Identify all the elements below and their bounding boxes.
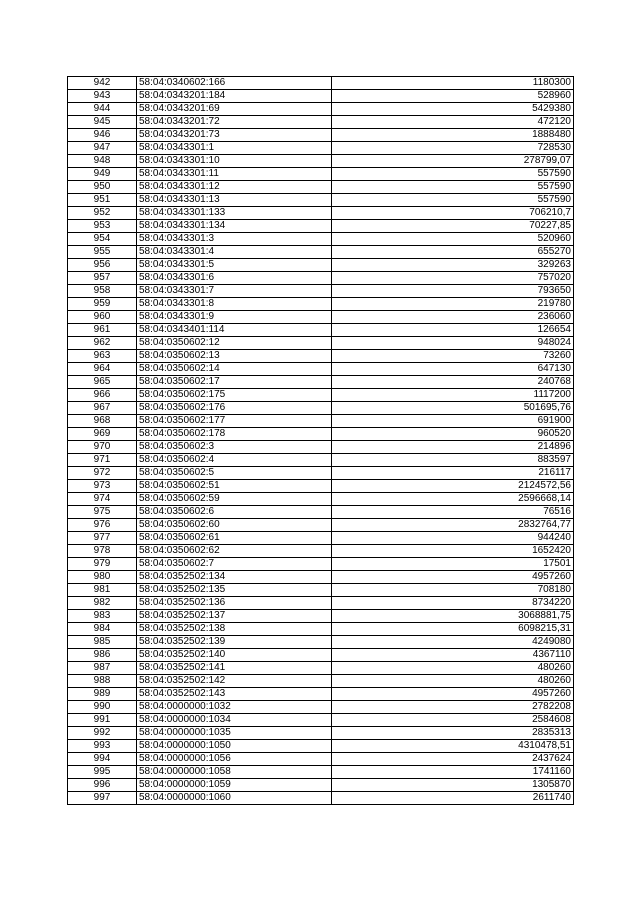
row-number-cell: 968 xyxy=(68,415,137,428)
row-number-cell: 993 xyxy=(68,740,137,753)
cadastral-number-cell: 58:04:0343201:72 xyxy=(137,116,332,129)
row-number-cell: 983 xyxy=(68,610,137,623)
table-row xyxy=(68,545,574,558)
row-number-cell: 976 xyxy=(68,519,137,532)
cadastral-number-cell: 58:04:0352502:135 xyxy=(137,584,332,597)
value-cell: 216117 xyxy=(332,467,574,480)
value-cell: 480260 xyxy=(332,675,574,688)
cadastral-number-cell: 58:04:0000000:1034 xyxy=(137,714,332,727)
cadastral-number-cell: 58:04:0352502:140 xyxy=(137,649,332,662)
value-cell: 472120 xyxy=(332,116,574,129)
value-cell: 1117200 xyxy=(332,389,574,402)
value-cell: 948024 xyxy=(332,337,574,350)
table-row xyxy=(68,168,574,181)
cadastral-number-cell: 58:04:0343301:5 xyxy=(137,259,332,272)
row-number-cell: 951 xyxy=(68,194,137,207)
value-cell: 278799,07 xyxy=(332,155,574,168)
cadastral-number-cell: 58:04:0000000:1050 xyxy=(137,740,332,753)
value-cell: 2437624 xyxy=(332,753,574,766)
row-number-cell: 992 xyxy=(68,727,137,740)
table-row xyxy=(68,779,574,792)
table-row xyxy=(68,740,574,753)
table-row xyxy=(68,727,574,740)
value-cell: 17501 xyxy=(332,558,574,571)
row-number-cell: 963 xyxy=(68,350,137,363)
value-cell: 4367110 xyxy=(332,649,574,662)
row-number-cell: 945 xyxy=(68,116,137,129)
cadastral-number-cell: 58:04:0343301:10 xyxy=(137,155,332,168)
value-cell: 2596668,14 xyxy=(332,493,574,506)
table-row xyxy=(68,467,574,480)
row-number-cell: 978 xyxy=(68,545,137,558)
cadastral-number-cell: 58:04:0000000:1032 xyxy=(137,701,332,714)
row-number-cell: 975 xyxy=(68,506,137,519)
value-cell: 4957260 xyxy=(332,571,574,584)
cadastral-number-cell: 58:04:0350602:4 xyxy=(137,454,332,467)
cadastral-number-cell: 58:04:0343301:12 xyxy=(137,181,332,194)
value-cell: 4957260 xyxy=(332,688,574,701)
row-number-cell: 973 xyxy=(68,480,137,493)
table-row xyxy=(68,753,574,766)
value-cell: 219780 xyxy=(332,298,574,311)
cadastral-number-cell: 58:04:0350602:59 xyxy=(137,493,332,506)
table-row xyxy=(68,207,574,220)
value-cell: 236060 xyxy=(332,311,574,324)
value-cell: 944240 xyxy=(332,532,574,545)
table-row xyxy=(68,519,574,532)
table-row xyxy=(68,402,574,415)
row-number-cell: 958 xyxy=(68,285,137,298)
table-row xyxy=(68,454,574,467)
value-cell: 70227,85 xyxy=(332,220,574,233)
cadastral-number-cell: 58:04:0343301:13 xyxy=(137,194,332,207)
value-cell: 329263 xyxy=(332,259,574,272)
table-row xyxy=(68,441,574,454)
value-cell: 214896 xyxy=(332,441,574,454)
table-row xyxy=(68,688,574,701)
cadastral-number-cell: 58:04:0352502:141 xyxy=(137,662,332,675)
value-cell: 691900 xyxy=(332,415,574,428)
cadastral-number-cell: 58:04:0343401:114 xyxy=(137,324,332,337)
row-number-cell: 965 xyxy=(68,376,137,389)
table-row xyxy=(68,506,574,519)
table-row xyxy=(68,129,574,142)
value-cell: 3068881,75 xyxy=(332,610,574,623)
table-row xyxy=(68,246,574,259)
table-row xyxy=(68,142,574,155)
row-number-cell: 947 xyxy=(68,142,137,155)
value-cell: 1652420 xyxy=(332,545,574,558)
table-row xyxy=(68,285,574,298)
table-row xyxy=(68,350,574,363)
table-row xyxy=(68,623,574,636)
value-cell: 520960 xyxy=(332,233,574,246)
cadastral-number-cell: 58:04:0343301:1 xyxy=(137,142,332,155)
value-cell: 655270 xyxy=(332,246,574,259)
value-cell: 2124572,56 xyxy=(332,480,574,493)
cadastral-number-cell: 58:04:0350602:178 xyxy=(137,428,332,441)
cadastral-number-cell: 58:04:0350602:175 xyxy=(137,389,332,402)
table-row xyxy=(68,77,574,90)
value-cell: 647130 xyxy=(332,363,574,376)
cadastral-number-cell: 58:04:0343301:3 xyxy=(137,233,332,246)
cadastral-number-cell: 58:04:0352502:137 xyxy=(137,610,332,623)
table-body xyxy=(68,77,574,805)
row-number-cell: 962 xyxy=(68,337,137,350)
value-cell: 76516 xyxy=(332,506,574,519)
value-cell: 240768 xyxy=(332,376,574,389)
table-row xyxy=(68,480,574,493)
value-cell: 960520 xyxy=(332,428,574,441)
table-row xyxy=(68,701,574,714)
row-number-cell: 953 xyxy=(68,220,137,233)
value-cell: 2584608 xyxy=(332,714,574,727)
cadastral-number-cell: 58:04:0350602:12 xyxy=(137,337,332,350)
table-row xyxy=(68,558,574,571)
row-number-cell: 967 xyxy=(68,402,137,415)
cadastral-number-cell: 58:04:0350602:13 xyxy=(137,350,332,363)
value-cell: 8734220 xyxy=(332,597,574,610)
row-number-cell: 949 xyxy=(68,168,137,181)
cadastral-number-cell: 58:04:0343301:8 xyxy=(137,298,332,311)
row-number-cell: 982 xyxy=(68,597,137,610)
cadastral-number-cell: 58:04:0000000:1059 xyxy=(137,779,332,792)
row-number-cell: 959 xyxy=(68,298,137,311)
row-number-cell: 943 xyxy=(68,90,137,103)
row-number-cell: 960 xyxy=(68,311,137,324)
value-cell: 793650 xyxy=(332,285,574,298)
table-row xyxy=(68,662,574,675)
table-row xyxy=(68,311,574,324)
cadastral-number-cell: 58:04:0350602:6 xyxy=(137,506,332,519)
table-row xyxy=(68,493,574,506)
row-number-cell: 950 xyxy=(68,181,137,194)
table-row xyxy=(68,194,574,207)
row-number-cell: 994 xyxy=(68,753,137,766)
table-row xyxy=(68,376,574,389)
value-cell: 557590 xyxy=(332,194,574,207)
cadastral-number-cell: 58:04:0343301:4 xyxy=(137,246,332,259)
row-number-cell: 964 xyxy=(68,363,137,376)
table-row xyxy=(68,181,574,194)
table-row xyxy=(68,272,574,285)
table-row xyxy=(68,155,574,168)
cadastral-number-cell: 58:04:0350602:17 xyxy=(137,376,332,389)
cadastral-number-cell: 58:04:0000000:1060 xyxy=(137,792,332,805)
cadastral-number-cell: 58:04:0350602:176 xyxy=(137,402,332,415)
value-cell: 5429380 xyxy=(332,103,574,116)
row-number-cell: 996 xyxy=(68,779,137,792)
table-row xyxy=(68,571,574,584)
row-number-cell: 948 xyxy=(68,155,137,168)
cadastral-number-cell: 58:04:0350602:14 xyxy=(137,363,332,376)
table-row xyxy=(68,597,574,610)
cadastral-number-cell: 58:04:0343301:6 xyxy=(137,272,332,285)
row-number-cell: 956 xyxy=(68,259,137,272)
value-cell: 2782208 xyxy=(332,701,574,714)
row-number-cell: 981 xyxy=(68,584,137,597)
cadastral-number-cell: 58:04:0343201:73 xyxy=(137,129,332,142)
table-row xyxy=(68,220,574,233)
value-cell: 480260 xyxy=(332,662,574,675)
row-number-cell: 957 xyxy=(68,272,137,285)
row-number-cell: 966 xyxy=(68,389,137,402)
table-row xyxy=(68,532,574,545)
cadastral-number-cell: 58:04:0350602:61 xyxy=(137,532,332,545)
cadastral-number-cell: 58:04:0350602:3 xyxy=(137,441,332,454)
row-number-cell: 986 xyxy=(68,649,137,662)
value-cell: 501695,76 xyxy=(332,402,574,415)
row-number-cell: 946 xyxy=(68,129,137,142)
row-number-cell: 979 xyxy=(68,558,137,571)
row-number-cell: 977 xyxy=(68,532,137,545)
row-number-cell: 944 xyxy=(68,103,137,116)
table-row xyxy=(68,337,574,350)
table-row xyxy=(68,675,574,688)
value-cell: 2832764,77 xyxy=(332,519,574,532)
row-number-cell: 997 xyxy=(68,792,137,805)
value-cell: 2835313 xyxy=(332,727,574,740)
table-row xyxy=(68,428,574,441)
row-number-cell: 989 xyxy=(68,688,137,701)
table-row xyxy=(68,116,574,129)
cadastral-number-cell: 58:04:0343201:69 xyxy=(137,103,332,116)
cadastral-number-cell: 58:04:0350602:60 xyxy=(137,519,332,532)
value-cell: 2611740 xyxy=(332,792,574,805)
row-number-cell: 991 xyxy=(68,714,137,727)
row-number-cell: 987 xyxy=(68,662,137,675)
cadastral-number-cell: 58:04:0343301:11 xyxy=(137,168,332,181)
table-row xyxy=(68,298,574,311)
value-cell: 73260 xyxy=(332,350,574,363)
cadastral-number-cell: 58:04:0350602:62 xyxy=(137,545,332,558)
table-row xyxy=(68,792,574,805)
table-row xyxy=(68,103,574,116)
cadastral-number-cell: 58:04:0352502:134 xyxy=(137,571,332,584)
row-number-cell: 972 xyxy=(68,467,137,480)
row-number-cell: 990 xyxy=(68,701,137,714)
cadastral-number-cell: 58:04:0000000:1035 xyxy=(137,727,332,740)
cadastral-number-cell: 58:04:0350602:51 xyxy=(137,480,332,493)
value-cell: 557590 xyxy=(332,168,574,181)
cadastral-number-cell: 58:04:0352502:139 xyxy=(137,636,332,649)
value-cell: 1305870 xyxy=(332,779,574,792)
cadastral-number-cell: 58:04:0352502:143 xyxy=(137,688,332,701)
table-row xyxy=(68,714,574,727)
value-cell: 1741160 xyxy=(332,766,574,779)
table-row xyxy=(68,636,574,649)
row-number-cell: 942 xyxy=(68,77,137,90)
cadastral-number-cell: 58:04:0350602:177 xyxy=(137,415,332,428)
row-number-cell: 980 xyxy=(68,571,137,584)
value-cell: 757020 xyxy=(332,272,574,285)
table-row xyxy=(68,649,574,662)
row-number-cell: 984 xyxy=(68,623,137,636)
table-row xyxy=(68,363,574,376)
row-number-cell: 995 xyxy=(68,766,137,779)
cadastral-number-cell: 58:04:0340602:166 xyxy=(137,77,332,90)
cadastral-number-cell: 58:04:0343301:9 xyxy=(137,311,332,324)
value-cell: 708180 xyxy=(332,584,574,597)
row-number-cell: 952 xyxy=(68,207,137,220)
value-cell: 6098215,31 xyxy=(332,623,574,636)
table-row xyxy=(68,324,574,337)
table-row xyxy=(68,233,574,246)
table-row xyxy=(68,584,574,597)
value-cell: 728530 xyxy=(332,142,574,155)
cadastral-number-cell: 58:04:0000000:1056 xyxy=(137,753,332,766)
row-number-cell: 970 xyxy=(68,441,137,454)
cadastral-number-cell: 58:04:0352502:136 xyxy=(137,597,332,610)
row-number-cell: 971 xyxy=(68,454,137,467)
cadastral-number-cell: 58:04:0343301:134 xyxy=(137,220,332,233)
table-row xyxy=(68,415,574,428)
cadastral-number-cell: 58:04:0000000:1058 xyxy=(137,766,332,779)
value-cell: 883597 xyxy=(332,454,574,467)
value-cell: 528960 xyxy=(332,90,574,103)
row-number-cell: 969 xyxy=(68,428,137,441)
cadastral-number-cell: 58:04:0343301:7 xyxy=(137,285,332,298)
row-number-cell: 954 xyxy=(68,233,137,246)
cadastral-value-table xyxy=(67,76,574,805)
table-row xyxy=(68,90,574,103)
table-row xyxy=(68,259,574,272)
table-row xyxy=(68,389,574,402)
row-number-cell: 985 xyxy=(68,636,137,649)
row-number-cell: 955 xyxy=(68,246,137,259)
row-number-cell: 974 xyxy=(68,493,137,506)
cadastral-number-cell: 58:04:0352502:138 xyxy=(137,623,332,636)
value-cell: 557590 xyxy=(332,181,574,194)
value-cell: 1888480 xyxy=(332,129,574,142)
cadastral-number-cell: 58:04:0343201:184 xyxy=(137,90,332,103)
row-number-cell: 988 xyxy=(68,675,137,688)
value-cell: 4249080 xyxy=(332,636,574,649)
value-cell: 4310478,51 xyxy=(332,740,574,753)
table-row xyxy=(68,766,574,779)
cadastral-number-cell: 58:04:0350602:5 xyxy=(137,467,332,480)
cadastral-number-cell: 58:04:0343301:133 xyxy=(137,207,332,220)
row-number-cell: 961 xyxy=(68,324,137,337)
cadastral-number-cell: 58:04:0352502:142 xyxy=(137,675,332,688)
value-cell: 1180300 xyxy=(332,77,574,90)
value-cell: 126654 xyxy=(332,324,574,337)
cadastral-number-cell: 58:04:0350602:7 xyxy=(137,558,332,571)
table-row xyxy=(68,610,574,623)
value-cell: 706210,7 xyxy=(332,207,574,220)
